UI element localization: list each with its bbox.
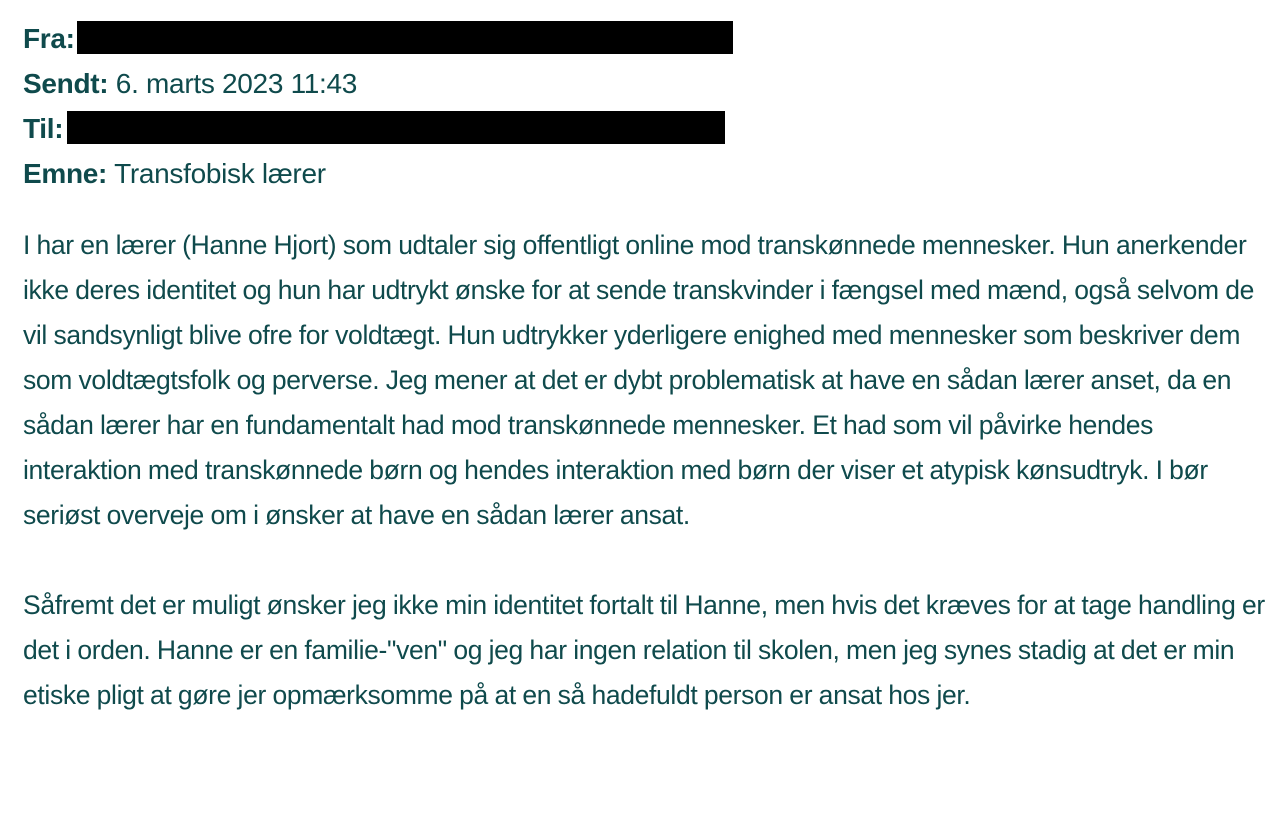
sent-value: 6. marts 2023 11:43 — [115, 68, 358, 99]
from-label: Fra: — [23, 23, 75, 54]
sent-label: Sendt: — [23, 68, 109, 99]
from-row — [23, 16, 1273, 61]
from-redaction-bar — [77, 21, 733, 54]
to-label: Til: — [23, 113, 64, 144]
to-redaction-bar — [67, 111, 725, 144]
subject-label: Emne: — [23, 158, 108, 189]
email-headers — [23, 16, 1273, 196]
email-message — [23, 16, 1273, 718]
sent-row — [23, 61, 1273, 106]
email-body — [23, 223, 1273, 718]
body-paragraph-1: I har en lærer (Hanne Hjort) som udtaler sig offentligt online mod transkønnede mennesker. Hun anerkender ikke deres identitet og hun har udtrykt ønske for at sende transkvinder i fængsel med mænd, også selvom de vil sandsynligt blive ofre for voldtægt. Hun udtrykker yderligere enighed med mennesker som beskriver dem som voldtægtsfolk og perverse. Jeg mener at det er dybt problematisk at have en sådan lærer anset, da en sådan lærer har en fundamentalt had mod transkønnede mennesker. Et had som vil påvirke hendes interaktion med transkønnede børn og hendes interaktion med børn der viser et atypisk kønsudtryk. I bør seriøst overveje om i ønsker at have en sådan lærer ansat. — [23, 230, 1254, 530]
body-paragraph-2: Såfremt det er muligt ønsker jeg ikke min identitet fortalt til Hanne, men hvis det kræves for at tage handling er det i orden. Hanne er en familie-"ven" og jeg har ingen relation til skolen, men jeg synes stadig at det er min etiske pligt at gøre jer opmærksomme på at en så hadefuldt person er ansat hos jer. — [23, 590, 1265, 710]
subject-row — [23, 151, 1273, 196]
to-row — [23, 106, 1273, 151]
subject-value: Transfobisk lærer — [114, 158, 326, 189]
